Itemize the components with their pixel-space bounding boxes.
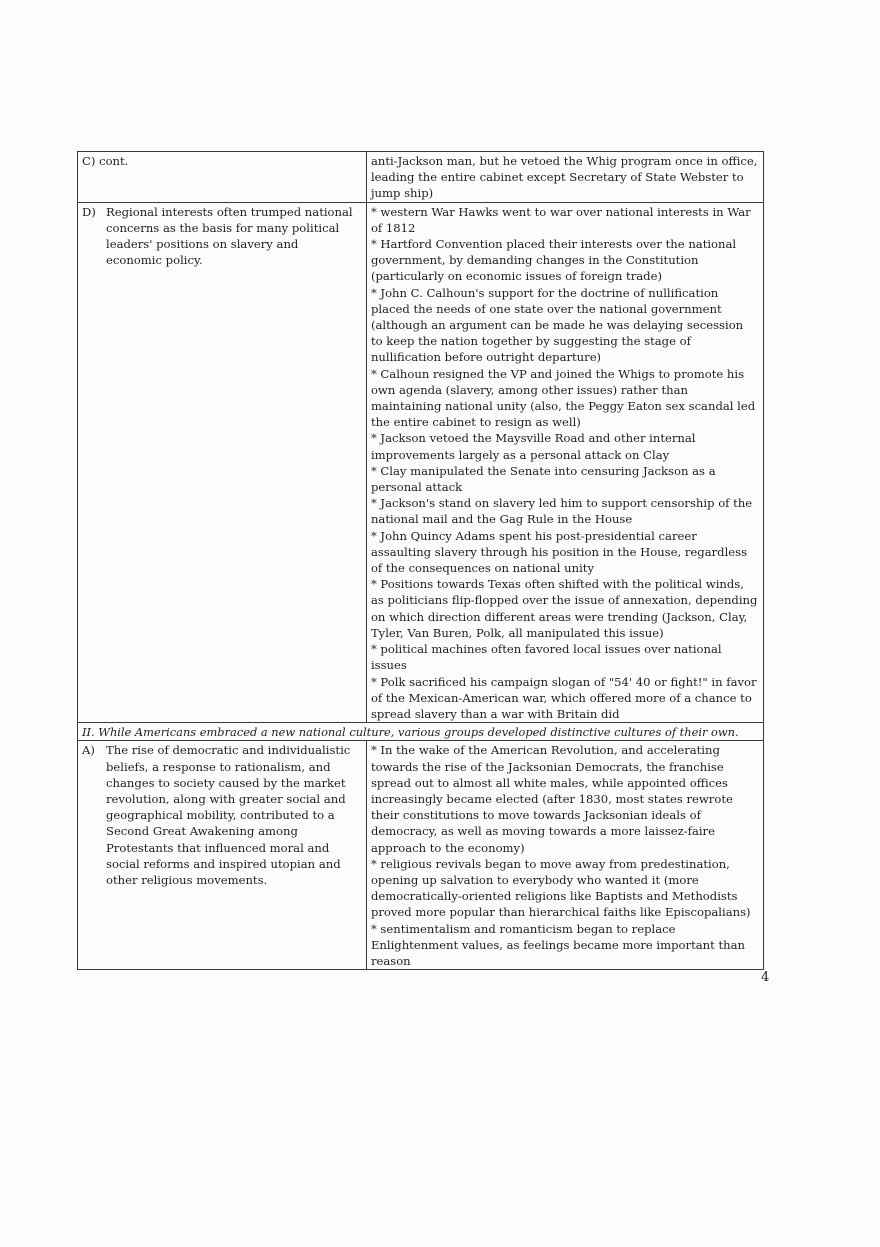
topic-cell <box>78 202 367 723</box>
section-row <box>78 723 764 741</box>
bullet-item: * western War Hawks went to war over national interests in War of 1812 <box>370 204 751 235</box>
topic-text: The rise of democratic and individualistic beliefs, a response to rationalism, and changes to society caused by the market revolution, along with greater social and geographical mobility, contributed to a Second Great Awakening among Protestants that influenced moral and social reforms and inspired utopian and other religious movements. <box>106 743 351 887</box>
bullet-item: * Polk sacrificed his campaign slogan of "54' 40 or fight!" in favor of the Mexican-American war, which offered more of a chance to spread slavery than a war with Britain did <box>370 674 757 721</box>
bullet-item: anti-Jackson man, but he vetoed the Whig program once in office, leading the entire cabinet except Secretary of State Webster to jump ship) <box>370 154 758 201</box>
bullet-item: * Clay manipulated the Senate into censuring Jackson as a personal attack <box>370 463 716 495</box>
section-heading: II. While Americans embraced a new national culture, various groups developed distinctive cultures of their own. <box>78 723 764 741</box>
outline-table <box>77 151 764 970</box>
bullet-item: * sentimentalism and romanticism began to replace Enlightenment values, as feelings became more important than reason <box>370 921 745 968</box>
row-label: D) <box>82 204 96 219</box>
bullet-item: * Calhoun resigned the VP and joined the Whigs to promote his own agenda (slavery, among other issues) rather than maintaining national unity (also, the Peggy Eaton sex scandal led the entire cabinet to resign as well) <box>370 366 756 430</box>
bullet-item: * In the wake of the American Revolution, and accelerating towards the rise of the Jacksonian Democrats, the franchise spread out to almost all white males, while appointed offices increasingly became elected (after 1830, most states rewrote their constitutions to move towards Jacksonian ideals of democracy, as well as moving towards a more laissez-faire approach to the economy) <box>370 743 733 855</box>
bullet-item: * political machines often favored local issues over national issues <box>370 642 722 673</box>
bullet-item: * Jackson vetoed the Maysville Road and other internal improvements largely as a personal attack on Clay <box>370 431 696 462</box>
table-row <box>78 202 764 723</box>
row-label: C) cont. <box>82 154 129 168</box>
bullet-item: * Hartford Convention placed their interests over the national government, by demanding changes in the Constitution (particularly on economic issues of foreign trade) <box>370 237 737 284</box>
bullet-item: * John C. Calhoun's support for the doctrine of nullification placed the needs of one state over the national government (although an argument can be made he was delaying secession to keep the nation together by suggesting the stage of nullification before outright departure) <box>370 285 744 365</box>
page-number: 4 <box>761 970 770 985</box>
row-label: A) <box>82 743 95 758</box>
topic-cell <box>78 152 367 203</box>
topic-cell <box>78 741 367 970</box>
bullet-item: * John Quincy Adams spent his post-presidential career assaulting slavery through his position in the House, regardless of the consequences on national unity <box>370 528 748 576</box>
evidence-cell <box>366 741 763 970</box>
bullet-item: * religious revivals began to move away from predestination, opening up salvation to everybody who wanted it (more democratically-oriented religions like Baptists and Methodists proved more popular than hierarchical faiths like Episcopalians) <box>370 856 751 920</box>
topic-text: Regional interests often trumped national concerns as the basis for many political leaders' positions on slavery and economic policy. <box>106 204 353 268</box>
bullet-item: * Jackson's stand on slavery led him to support censorship of the national mail and the Gag Rule in the House <box>370 496 753 527</box>
table-row <box>78 741 764 970</box>
bullet-item: * Positions towards Texas often shifted with the political winds, as politicians flip-flopped over the issue of annexation, depending on which direction different areas were trending (Jackson, Clay, Tyler, Van Buren, Polk, all manipulated this issue) <box>370 577 758 640</box>
evidence-cell <box>366 152 763 203</box>
table-row <box>78 152 764 203</box>
evidence-cell <box>366 202 763 723</box>
